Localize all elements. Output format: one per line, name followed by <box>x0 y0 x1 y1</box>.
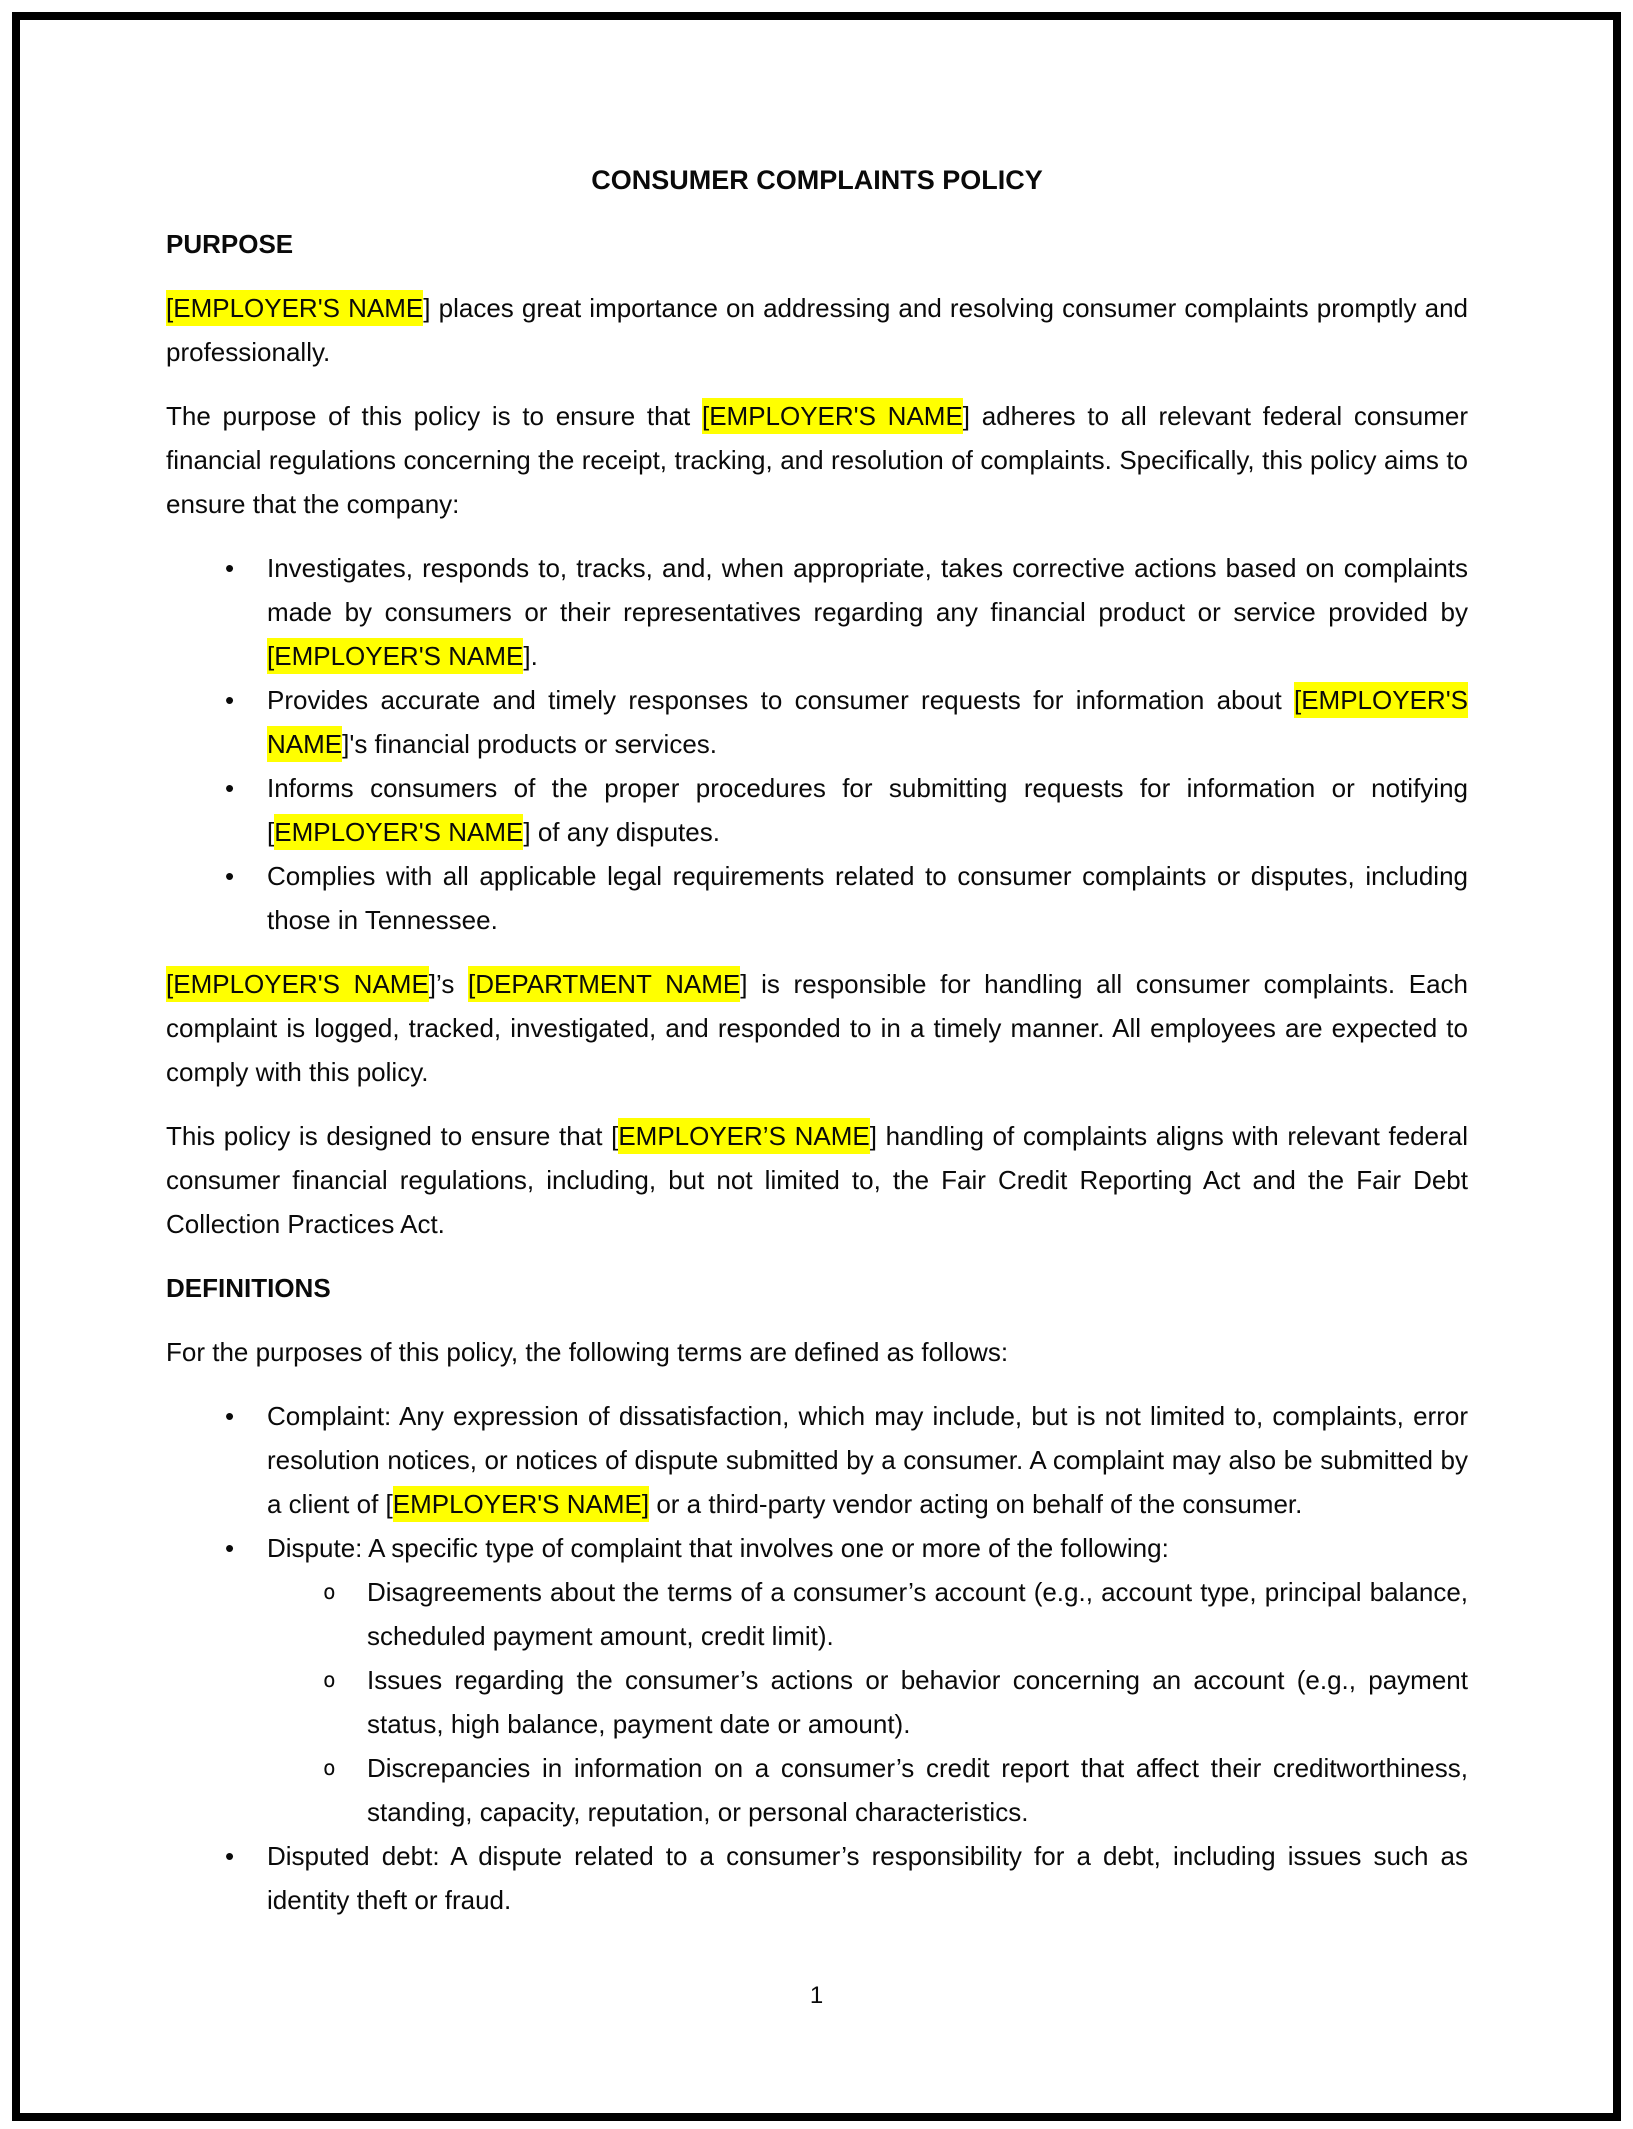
list-item <box>166 1526 1468 1570</box>
text-run: ] is responsible for handling all consumer complaints. Each complaint is logged, tracked, investigated, and responded to in a timely manner. All employees are expected to comply with this policy. <box>166 969 1468 1087</box>
text-run: Provides accurate and timely responses to consumer requests for information about <box>267 685 1294 715</box>
text-run: Dispute: A specific type of complaint that involves one or more of the following: <box>267 1533 1169 1563</box>
page-number: 1 <box>809 1982 824 2009</box>
purpose-paragraph-4 <box>166 1114 1468 1246</box>
purpose-paragraph-2 <box>166 394 1468 526</box>
definitions-heading: DEFINITIONS <box>166 1273 331 1303</box>
department-name-placeholder: [DEPARTMENT NAME <box>468 966 740 1002</box>
list-item-text <box>367 1746 1468 1834</box>
bullet-icon: • <box>225 553 235 583</box>
list-item-text <box>267 1394 1468 1526</box>
circle-bullet-icon: o <box>323 1580 336 1604</box>
employer-name-placeholder: EMPLOYER’S NAME <box>618 1118 869 1154</box>
text-run: Issues regarding the consumer’s actions or behavior concerning an account (e.g., payment status, high balance, payment date or amount). <box>367 1665 1468 1739</box>
bullet-icon: • <box>225 1401 235 1431</box>
list-item-text <box>267 1834 1468 1922</box>
list-item <box>166 678 1468 766</box>
list-item-text <box>267 766 1468 854</box>
text-run: ] handling of complaints aligns with relevant federal consumer financial regulations, including, but not limited to, the Fair Credit Reporting Act and the Fair Debt Collection Practices Act. <box>166 1121 1468 1239</box>
text-run: ] places great importance on addressing and resolving consumer complaints promptly and professionally. <box>166 293 1468 367</box>
text-run: Informs consumers of the proper procedures for submitting requests for information or notifying [ <box>267 773 1468 847</box>
bullet-icon: • <box>225 773 235 803</box>
text-run: For the purposes of this policy, the following terms are defined as follows: <box>166 1337 1009 1367</box>
document-content <box>166 0 1468 1942</box>
sub-list-item <box>166 1658 1468 1746</box>
bullet-icon: • <box>225 861 235 891</box>
text-run: Disputed debt: A dispute related to a consumer’s responsibility for a debt, including issues such as identity theft or fraud. <box>267 1841 1468 1915</box>
circle-bullet-icon: o <box>323 1668 336 1692</box>
employer-name-placeholder: [EMPLOYER'S NAME <box>702 398 963 434</box>
employer-name-placeholder: [EMPLOYER'S NAME <box>267 638 523 674</box>
definitions-bullet-list <box>166 1394 1468 1922</box>
text-run: Complies with all applicable legal requirements related to consumer complaints or disputes, including those in Tennessee. <box>267 861 1468 935</box>
document-title: CONSUMER COMPLAINTS POLICY <box>591 165 1043 195</box>
purpose-heading: PURPOSE <box>166 229 294 259</box>
circle-bullet-icon: o <box>323 1756 336 1780</box>
employer-name-placeholder: [EMPLOYER'S NAME <box>166 966 429 1002</box>
text-run: Investigates, responds to, tracks, and, when appropriate, takes corrective actions based on complaints made by consumers or their representatives regarding any financial product or service provided by <box>267 553 1468 627</box>
employer-name-placeholder: [EMPLOYER'S NAME <box>166 290 423 326</box>
text-run: This policy is designed to ensure that [ <box>166 1121 619 1151</box>
text-run: ]’s <box>428 969 468 999</box>
text-run: ] adheres to all relevant federal consumer financial regulations concerning the receipt, tracking, and resolution of complaints. Specifically, this policy aims to ensure that the company: <box>166 401 1468 519</box>
text-run: ]'s financial products or services. <box>342 729 718 759</box>
purpose-paragraph-1 <box>166 286 1468 374</box>
list-item-text <box>267 546 1468 678</box>
purpose-bullet-list <box>166 546 1468 942</box>
bullet-icon: • <box>225 1533 235 1563</box>
list-item-text <box>267 678 1468 766</box>
employer-name-placeholder: [EMPLOYER'S NAME <box>267 682 1468 762</box>
list-item <box>166 854 1468 942</box>
text-run: The purpose of this policy is to ensure that <box>166 401 702 431</box>
employer-name-placeholder: EMPLOYER'S NAME <box>274 814 523 850</box>
text-run: ]. <box>523 641 538 671</box>
list-item <box>166 1394 1468 1526</box>
purpose-paragraph-3 <box>166 962 1468 1094</box>
list-item-text <box>267 854 1468 942</box>
bullet-icon: • <box>225 685 235 715</box>
text-run: Discrepancies in information on a consumer’s credit report that affect their creditworthiness, standing, capacity, reputation, or personal characteristics. <box>367 1753 1468 1827</box>
definitions-intro-paragraph <box>166 1330 1468 1374</box>
text-run: Complaint: Any expression of dissatisfaction, which may include, but is not limited to, complaints, error resolution notices, or notices of dispute submitted by a consumer. A complaint may also be submitted by a client of [ <box>267 1401 1468 1519</box>
text-run: ] of any disputes. <box>523 817 720 847</box>
sub-list-item <box>166 1746 1468 1834</box>
list-item-text <box>367 1570 1468 1658</box>
text-run: or a third-party vendor acting on behalf of the consumer. <box>649 1489 1303 1519</box>
bullet-icon: • <box>225 1841 235 1871</box>
list-item <box>166 1834 1468 1922</box>
employer-name-placeholder: EMPLOYER'S NAME] <box>393 1486 649 1522</box>
list-item-text <box>367 1658 1468 1746</box>
sub-list-item <box>166 1570 1468 1658</box>
list-item <box>166 546 1468 678</box>
list-item <box>166 766 1468 854</box>
text-run: Disagreements about the terms of a consumer’s account (e.g., account type, principal balance, scheduled payment amount, credit limit). <box>367 1577 1468 1651</box>
list-item-text <box>267 1526 1468 1570</box>
